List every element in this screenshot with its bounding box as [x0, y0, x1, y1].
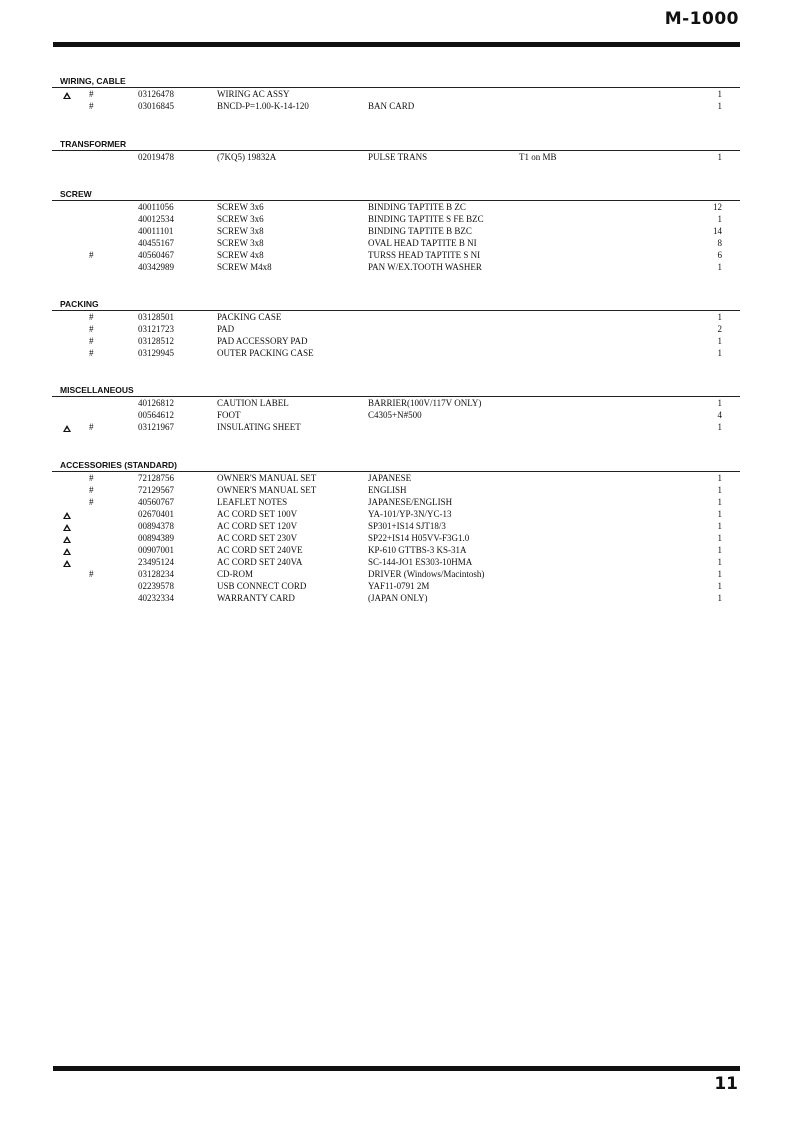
section-rows [60, 396, 740, 433]
part-code: 72128756 [138, 473, 174, 483]
part-name: AC CORD SET 230V [217, 533, 298, 543]
part-code: 40012534 [138, 214, 174, 224]
section-rows [60, 310, 740, 359]
part-row [60, 544, 740, 556]
part-code: 72129567 [138, 485, 174, 495]
part-name: WIRING AC ASSY [217, 89, 290, 99]
part-row [60, 580, 740, 592]
part-quantity: 1 [717, 336, 722, 346]
part-row [60, 472, 740, 484]
part-code: 02670401 [138, 509, 174, 519]
part-row [60, 237, 740, 249]
part-name: OWNER'S MANUAL SET [217, 485, 317, 495]
part-quantity: 1 [717, 473, 722, 483]
part-row [60, 311, 740, 323]
part-description: BINDING TAPTITE B BZC [368, 226, 472, 236]
part-quantity: 14 [713, 226, 722, 236]
part-description: TURSS HEAD TAPTITE S NI [368, 250, 481, 260]
new-part-mark: # [89, 348, 94, 358]
header-rule [53, 42, 740, 47]
part-description: BINDING TAPTITE S FE BZC [368, 214, 484, 224]
part-quantity: 1 [717, 581, 722, 591]
part-quantity: 1 [717, 593, 722, 603]
section-title: TRANSFORMER [60, 139, 127, 149]
part-row [60, 323, 740, 335]
part-row [60, 397, 740, 409]
part-code: 03121723 [138, 324, 174, 334]
part-row [60, 409, 740, 421]
part-row [60, 201, 740, 213]
part-code: 00907001 [138, 545, 174, 555]
part-description: KP-610 GTTBS-3 KS-31A [368, 545, 467, 555]
part-description: (JAPAN ONLY) [368, 593, 428, 603]
part-description: PULSE TRANS [368, 152, 428, 162]
part-quantity: 1 [717, 557, 722, 567]
part-row [60, 249, 740, 261]
part-description: SC-144-JO1 ES303-10HMA [368, 557, 473, 567]
part-quantity: 1 [717, 545, 722, 555]
part-name: PACKING CASE [217, 312, 282, 322]
part-description: JAPANESE/ENGLISH [368, 497, 453, 507]
footer-rule [53, 1066, 740, 1071]
part-name: BNCD-P=1.00-K-14-120 [217, 101, 309, 111]
part-quantity: 1 [717, 214, 722, 224]
new-part-mark: # [89, 569, 94, 579]
part-code: 40455167 [138, 238, 174, 248]
part-description: ENGLISH [368, 485, 407, 495]
section-title: SCREW [60, 189, 92, 199]
part-name: SCREW 3x8 [217, 238, 264, 248]
part-row [60, 151, 740, 163]
part-name: SCREW 3x8 [217, 226, 264, 236]
part-row [60, 213, 740, 225]
section-rows [60, 150, 740, 163]
part-row [60, 347, 740, 359]
new-part-mark: # [89, 422, 94, 432]
new-part-mark: # [89, 336, 94, 346]
section-rows [60, 471, 740, 604]
part-description: YAF11-0791 2M [368, 581, 430, 591]
part-name: AC CORD SET 100V [217, 509, 298, 519]
part-name: OUTER PACKING CASE [217, 348, 314, 358]
part-name: PAD ACCESSORY PAD [217, 336, 308, 346]
new-part-mark: # [89, 312, 94, 322]
part-code: 03121967 [138, 422, 174, 432]
safety-warning-icon [63, 520, 73, 532]
safety-warning-icon [63, 556, 73, 568]
part-row [60, 88, 740, 100]
part-row [60, 484, 740, 496]
part-quantity: 2 [717, 324, 722, 334]
part-code: 00564612 [138, 410, 174, 420]
new-part-mark: # [89, 497, 94, 507]
safety-warning-icon [63, 421, 73, 433]
part-name: SCREW 3x6 [217, 214, 264, 224]
part-name: INSULATING SHEET [217, 422, 301, 432]
part-code: 40560467 [138, 250, 174, 260]
part-note: T1 on MB [519, 152, 557, 162]
section-rows [60, 200, 740, 273]
part-row [60, 421, 740, 433]
part-row [60, 592, 740, 604]
part-quantity: 1 [717, 312, 722, 322]
model-name: M-1000 [664, 9, 739, 29]
part-code: 00894389 [138, 533, 174, 543]
part-description: JAPANESE [368, 473, 412, 483]
part-name: SCREW M4x8 [217, 262, 272, 272]
part-description: OVAL HEAD TAPTITE B NI [368, 238, 477, 248]
part-quantity: 1 [717, 569, 722, 579]
safety-warning-icon [63, 532, 73, 544]
part-code: 00894378 [138, 521, 174, 531]
part-code: 03126478 [138, 89, 174, 99]
new-part-mark: # [89, 485, 94, 495]
part-code: 03128512 [138, 336, 174, 346]
part-code: 40560767 [138, 497, 174, 507]
part-code: 03128234 [138, 569, 174, 579]
part-name: CD-ROM [217, 569, 254, 579]
safety-warning-icon [63, 544, 73, 556]
part-description: PAN W/EX.TOOTH WASHER [368, 262, 482, 272]
part-code: 03129945 [138, 348, 174, 358]
section-packing [60, 299, 740, 359]
part-code: 03128501 [138, 312, 174, 322]
part-quantity: 1 [717, 152, 722, 162]
part-name: WARRANTY CARD [217, 593, 295, 603]
part-quantity: 8 [717, 238, 722, 248]
new-part-mark: # [89, 89, 94, 99]
part-code: 03016845 [138, 101, 174, 111]
part-quantity: 1 [717, 521, 722, 531]
part-description: BAN CARD [368, 101, 415, 111]
part-quantity: 1 [717, 262, 722, 272]
part-name: PAD [217, 324, 235, 334]
part-quantity: 4 [717, 410, 722, 420]
part-row [60, 225, 740, 237]
part-row [60, 532, 740, 544]
part-code: 40011101 [138, 226, 174, 236]
part-quantity: 1 [717, 533, 722, 543]
part-quantity: 1 [717, 348, 722, 358]
page-number: 11 [714, 1074, 738, 1094]
part-row [60, 520, 740, 532]
part-code: 02239578 [138, 581, 174, 591]
part-name: AC CORD SET 120V [217, 521, 298, 531]
section-miscellaneous [60, 385, 740, 433]
safety-warning-icon [63, 88, 73, 100]
new-part-mark: # [89, 101, 94, 111]
part-row [60, 335, 740, 347]
part-quantity: 1 [717, 485, 722, 495]
part-description: C4305+N#500 [368, 410, 422, 420]
part-description: BINDING TAPTITE B ZC [368, 202, 466, 212]
part-description: YA-101/YP-3N/YC-13 [368, 509, 452, 519]
section-title: MISCELLANEOUS [60, 385, 134, 395]
section-transformer [60, 139, 740, 163]
part-description: BARRIER(100V/117V ONLY) [368, 398, 482, 408]
part-code: 23495124 [138, 557, 174, 567]
part-name: FOOT [217, 410, 241, 420]
part-code: 40011056 [138, 202, 174, 212]
section-title: ACCESSORIES (STANDARD) [60, 460, 177, 470]
section-screw [60, 189, 740, 273]
part-code: 02019478 [138, 152, 174, 162]
new-part-mark: # [89, 324, 94, 334]
section-title: WIRING, CABLE [60, 76, 126, 86]
part-name: USB CONNECT CORD [217, 581, 307, 591]
part-row [60, 556, 740, 568]
part-name: AC CORD SET 240VA [217, 557, 303, 567]
new-part-mark: # [89, 250, 94, 260]
section-rows [60, 87, 740, 112]
part-row [60, 508, 740, 520]
part-row [60, 568, 740, 580]
part-row [60, 100, 740, 112]
part-code: 40232334 [138, 593, 174, 603]
part-name: OWNER'S MANUAL SET [217, 473, 317, 483]
part-quantity: 1 [717, 101, 722, 111]
part-quantity: 1 [717, 509, 722, 519]
part-name: SCREW 3x6 [217, 202, 264, 212]
part-name: (7KQ5) 19832A [217, 152, 277, 162]
section-title: PACKING [60, 299, 99, 309]
part-name: AC CORD SET 240VE [217, 545, 303, 555]
part-row [60, 496, 740, 508]
part-quantity: 6 [717, 250, 722, 260]
section-wiring-cable [60, 76, 740, 112]
part-description: SP301+IS14 SJT18/3 [368, 521, 446, 531]
part-code: 40126812 [138, 398, 174, 408]
part-description: SP22+IS14 H05VV-F3G1.0 [368, 533, 470, 543]
part-quantity: 1 [717, 398, 722, 408]
part-name: SCREW 4x8 [217, 250, 264, 260]
part-quantity: 1 [717, 89, 722, 99]
part-quantity: 1 [717, 422, 722, 432]
part-name: LEAFLET NOTES [217, 497, 288, 507]
part-description: DRIVER (Windows/Macintosh) [368, 569, 485, 579]
section-accessories [60, 460, 740, 604]
part-quantity: 12 [713, 202, 722, 212]
part-name: CAUTION LABEL [217, 398, 289, 408]
part-code: 40342989 [138, 262, 174, 272]
part-quantity: 1 [717, 497, 722, 507]
part-row [60, 261, 740, 273]
new-part-mark: # [89, 473, 94, 483]
safety-warning-icon [63, 508, 73, 520]
